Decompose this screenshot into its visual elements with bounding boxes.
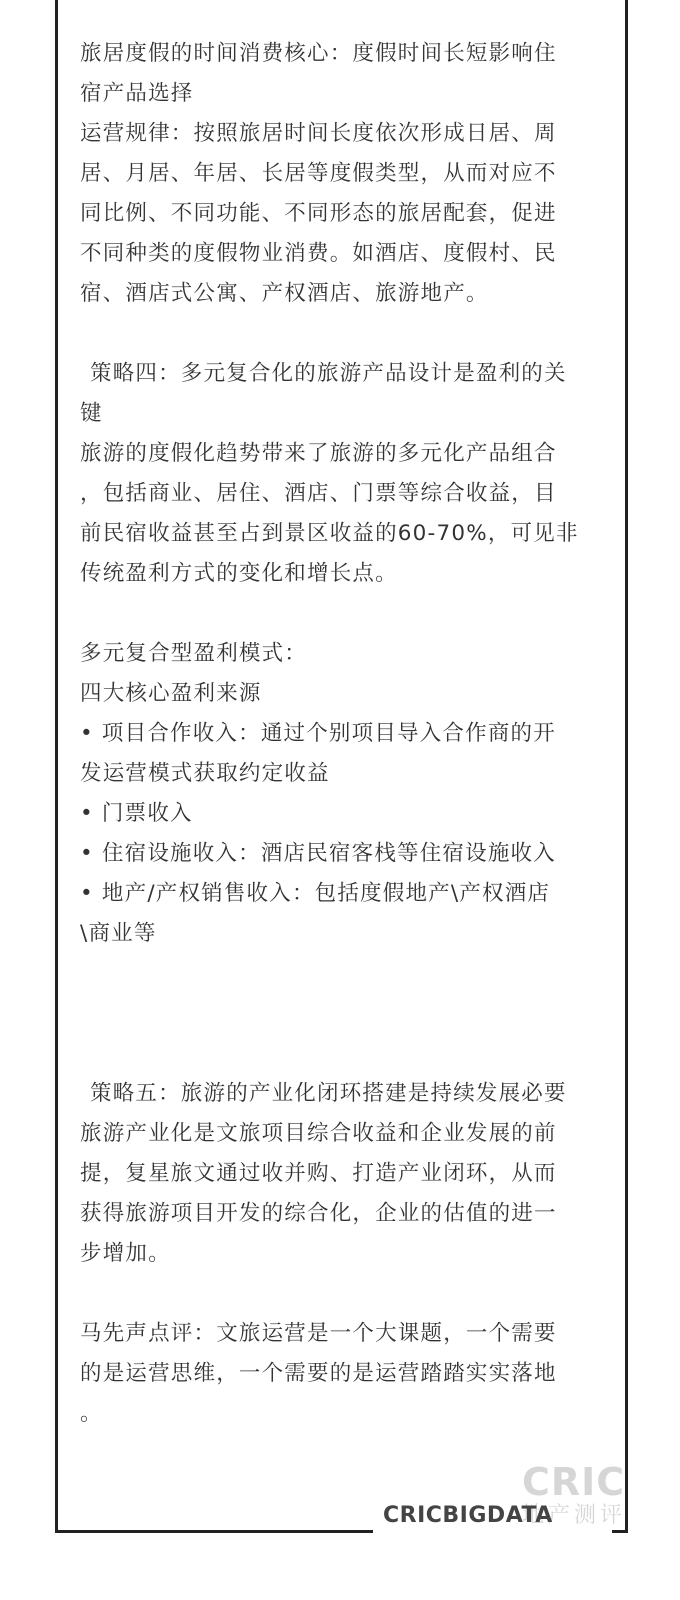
text-line: 获得旅游项目开发的综合化，企业的估值的进一: [80, 1201, 557, 1226]
section-heading: 策略五：旅游的产业化闭环搭建是持续发展必要: [90, 1081, 567, 1106]
text-line: 宿产品选择: [80, 81, 194, 106]
comment-line: 马先声点评：文旅运营是一个大课题，一个需要: [80, 1321, 557, 1346]
text-line: ，包括商业、居住、酒店、门票等综合收益，目: [80, 481, 557, 506]
cric-watermark: [522, 1462, 642, 1542]
text-line: 宿、酒店式公寓、产权酒店、旅游地产。: [80, 281, 489, 306]
paragraph-gap: [80, 594, 610, 634]
bullet-item: • 项目合作收入：通过个别项目导入合作商的开: [80, 721, 556, 746]
cricbigdata-logo: CRICBIGDATA: [383, 1503, 553, 1528]
bullet-item: • 地产/产权销售收入：包括度假地产\产权酒店: [80, 881, 551, 906]
comment-line: 。: [80, 1401, 103, 1426]
watermark-sub: 地产测评: [522, 1503, 627, 1528]
text-line: 不同种类的度假物业消费。如酒店、度假村、民: [80, 241, 557, 266]
paragraph-gap: [80, 954, 610, 1074]
text-line: 旅游的度假化趋势带来了旅游的多元化产品组合: [80, 441, 557, 466]
watermark-main: CRIC: [522, 1460, 626, 1504]
text-line: 前民宿收益甚至占到景区收益的60-70%，可见非: [80, 521, 579, 546]
text-line: 同比例、不同功能、不同形态的旅居配套，促进: [80, 201, 557, 226]
paragraph-gap: [80, 1274, 610, 1314]
comment-line: 的是运营思维，一个需要的是运营踏踏实实落地: [80, 1361, 557, 1386]
frame-bottom-border: [55, 1530, 373, 1533]
frame-left-border: [55, 0, 58, 1532]
paragraph-gap: [80, 314, 610, 354]
article-body: [80, 34, 610, 1434]
text-line: 旅居度假的时间消费核心：度假时间长短影响住: [80, 41, 557, 66]
text-line: 旅游产业化是文旅项目综合收益和企业发展的前: [80, 1121, 557, 1146]
bullet-item-cont: \商业等: [80, 921, 157, 946]
bullet-item: • 住宿设施收入：酒店民宿客栈等住宿设施收入: [80, 841, 556, 866]
text-line: 步增加。: [80, 1241, 171, 1266]
text-line: 多元复合型盈利模式：: [80, 641, 308, 666]
text-line: 四大核心盈利来源: [80, 681, 262, 706]
bullet-item: • 门票收入: [80, 801, 193, 826]
bullet-item-cont: 发运营模式获取约定收益: [80, 761, 330, 786]
frame-right-border: [625, 0, 628, 1532]
section-heading: 策略四：多元复合化的旅游产品设计是盈利的关: [90, 361, 567, 386]
section-heading-cont: 键: [80, 401, 103, 426]
text-line: 居、月居、年居、长居等度假类型，从而对应不: [80, 161, 557, 186]
text-line: 传统盈利方式的变化和增长点。: [80, 561, 398, 586]
text-line: 提，复星旅文通过收并购、打造产业闭环，从而: [80, 1161, 557, 1186]
text-line: 运营规律：按照旅居时间长度依次形成日居、周: [80, 121, 557, 146]
